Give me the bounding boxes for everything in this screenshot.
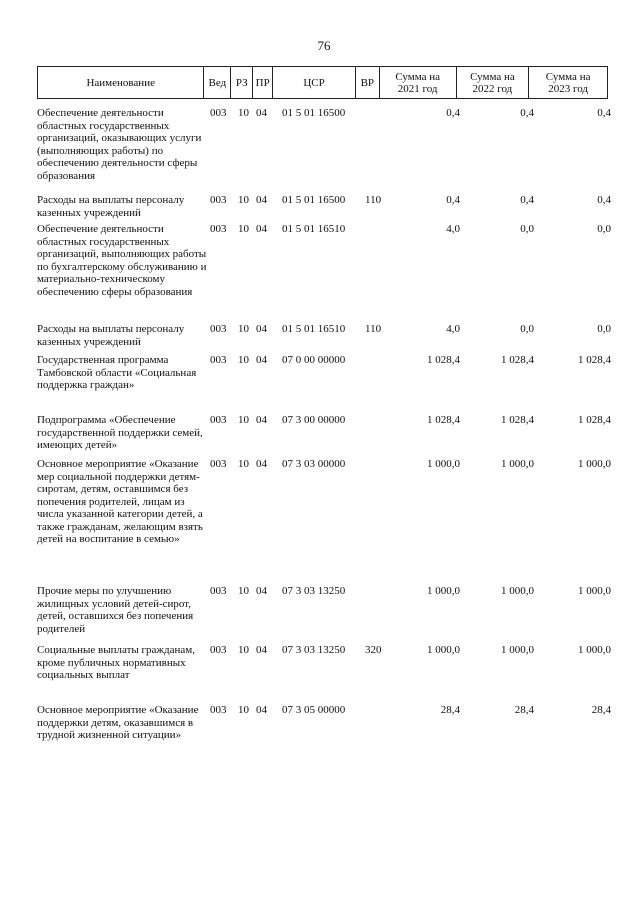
- row-ved: 003: [210, 458, 227, 470]
- row-sum-2021: 1 028,4: [427, 414, 460, 426]
- row-pr: 04: [256, 458, 267, 470]
- row-csr: 01 5 01 16510: [282, 223, 346, 235]
- row-ved: 003: [210, 194, 227, 206]
- row-sum-2021: 4,0: [446, 223, 460, 235]
- row-sum-2021: 28,4: [440, 704, 460, 716]
- header-sum-2021: [380, 67, 457, 98]
- page-number: 76: [317, 38, 331, 53]
- table-header: [37, 66, 608, 99]
- row-ved: 003: [210, 644, 227, 656]
- row-rz: 10: [238, 704, 249, 716]
- row-pr: 04: [256, 644, 267, 656]
- row-sum-2023: 28,4: [591, 704, 611, 716]
- row-sum-2023: 1 000,0: [578, 585, 611, 597]
- row-sum-2021: 1 000,0: [427, 585, 460, 597]
- row-vr: 110: [365, 194, 382, 206]
- row-pr: 04: [256, 194, 267, 206]
- row-sum-2023: 0,4: [597, 107, 611, 119]
- row-csr: 01 5 01 16500: [282, 194, 346, 206]
- row-name: Прочие меры по улучшению жилищных условий детей-сирот, детей, оставшихся без попечения родителей: [37, 585, 194, 635]
- header-sum-2023-line1: Сумма на: [545, 70, 591, 83]
- row-rz: 10: [238, 223, 249, 235]
- row-name: Расходы на выплаты персоналу казенных учреждений: [37, 194, 185, 219]
- row-name: Основное мероприятие «Оказание поддержки детям, оказавшимся в трудной жизненной ситуации»: [37, 704, 199, 741]
- header-sum-2021-line2: 2021 год: [397, 82, 438, 95]
- row-rz: 10: [238, 414, 249, 426]
- row-csr: 07 0 00 00000: [282, 354, 346, 366]
- row-sum-2022: 28,4: [514, 704, 534, 716]
- row-pr: 04: [256, 354, 267, 366]
- row-name: Государственная программа Тамбовской области «Социальная поддержка граждан»: [37, 354, 197, 391]
- row-vr: 110: [365, 323, 382, 335]
- row-csr: 01 5 01 16500: [282, 107, 346, 119]
- row-sum-2023: 1 000,0: [578, 644, 611, 656]
- header-sum-2022-line2: 2022 год: [472, 82, 513, 95]
- row-csr: 07 3 03 13250: [282, 585, 346, 597]
- row-pr: 04: [256, 585, 267, 597]
- header-vr: ВР: [356, 67, 380, 98]
- row-sum-2021: 0,4: [446, 194, 460, 206]
- row-sum-2022: 0,4: [520, 194, 534, 206]
- row-csr: 07 3 03 00000: [282, 458, 346, 470]
- row-pr: 04: [256, 323, 267, 335]
- row-sum-2023: 0,0: [597, 223, 611, 235]
- header-sum-2022: [457, 67, 530, 98]
- row-rz: 10: [238, 458, 249, 470]
- row-name: Основное мероприятие «Оказание мер социальной поддержки детям-сиротам, детям, оставшимся без попечения родителей, лицам из числа указанной категории детей, а также гражданам, желающим взять детей на воспитание в семью»: [37, 458, 203, 545]
- row-name: Обеспечение деятельности областных государственных организаций, выполняющих работы по бухгалтерскому обслуживанию и материально-техническому обеспечению сферы образования: [37, 223, 207, 298]
- row-sum-2022: 0,4: [520, 107, 534, 119]
- row-ved: 003: [210, 585, 227, 597]
- row-name: Социальные выплаты гражданам, кроме публичных нормативных социальных выплат: [37, 644, 195, 681]
- row-sum-2023: 1 028,4: [578, 354, 611, 366]
- row-csr: 07 3 05 00000: [282, 704, 346, 716]
- row-sum-2023: 1 028,4: [578, 414, 611, 426]
- row-sum-2022: 1 000,0: [501, 585, 534, 597]
- header-ved: Вед: [204, 67, 231, 98]
- row-pr: 04: [256, 414, 267, 426]
- header-name: Наименование: [38, 67, 204, 98]
- row-sum-2022: 1 028,4: [501, 414, 534, 426]
- row-sum-2023: 1 000,0: [578, 458, 611, 470]
- row-pr: 04: [256, 107, 267, 119]
- row-csr: 07 3 03 13250: [282, 644, 346, 656]
- row-sum-2022: 1 000,0: [501, 644, 534, 656]
- row-pr: 04: [256, 223, 267, 235]
- row-ved: 003: [210, 704, 227, 716]
- row-sum-2021: 1 000,0: [427, 458, 460, 470]
- row-name: Обеспечение деятельности областных государственных организаций, оказывающих услуги (выполняющих работы) по обеспечению деятельности сферы образования: [37, 107, 202, 182]
- row-ved: 003: [210, 414, 227, 426]
- row-ved: 003: [210, 107, 227, 119]
- header-csr: ЦСР: [273, 67, 356, 98]
- row-ved: 003: [210, 354, 227, 366]
- row-rz: 10: [238, 644, 249, 656]
- row-csr: 01 5 01 16510: [282, 323, 346, 335]
- row-sum-2022: 0,0: [520, 223, 534, 235]
- row-sum-2022: 1 000,0: [501, 458, 534, 470]
- header-sum-2021-line1: Сумма на: [395, 70, 440, 83]
- row-sum-2021: 0,4: [446, 107, 460, 119]
- header-rz: РЗ: [231, 67, 253, 98]
- row-ved: 003: [210, 323, 227, 335]
- row-sum-2023: 0,4: [597, 194, 611, 206]
- header-pr: ПР: [253, 67, 273, 98]
- row-name: Расходы на выплаты персоналу казенных учреждений: [37, 323, 185, 348]
- row-sum-2022: 0,0: [520, 323, 534, 335]
- row-rz: 10: [238, 194, 249, 206]
- row-rz: 10: [238, 107, 249, 119]
- row-ved: 003: [210, 223, 227, 235]
- row-rz: 10: [238, 585, 249, 597]
- row-rz: 10: [238, 323, 249, 335]
- row-rz: 10: [238, 354, 249, 366]
- row-sum-2022: 1 028,4: [501, 354, 534, 366]
- header-sum-2023: [529, 67, 607, 98]
- header-sum-2023-line2: 2023 год: [548, 82, 589, 95]
- row-csr: 07 3 00 00000: [282, 414, 346, 426]
- row-sum-2021: 1 028,4: [427, 354, 460, 366]
- row-pr: 04: [256, 704, 267, 716]
- row-name: Подпрограмма «Обеспечение государственной поддержки семей, имеющих детей»: [37, 414, 203, 451]
- row-sum-2021: 4,0: [446, 323, 460, 335]
- row-sum-2021: 1 000,0: [427, 644, 460, 656]
- row-vr: 320: [365, 644, 382, 656]
- row-sum-2023: 0,0: [597, 323, 611, 335]
- header-sum-2022-line1: Сумма на: [470, 70, 515, 83]
